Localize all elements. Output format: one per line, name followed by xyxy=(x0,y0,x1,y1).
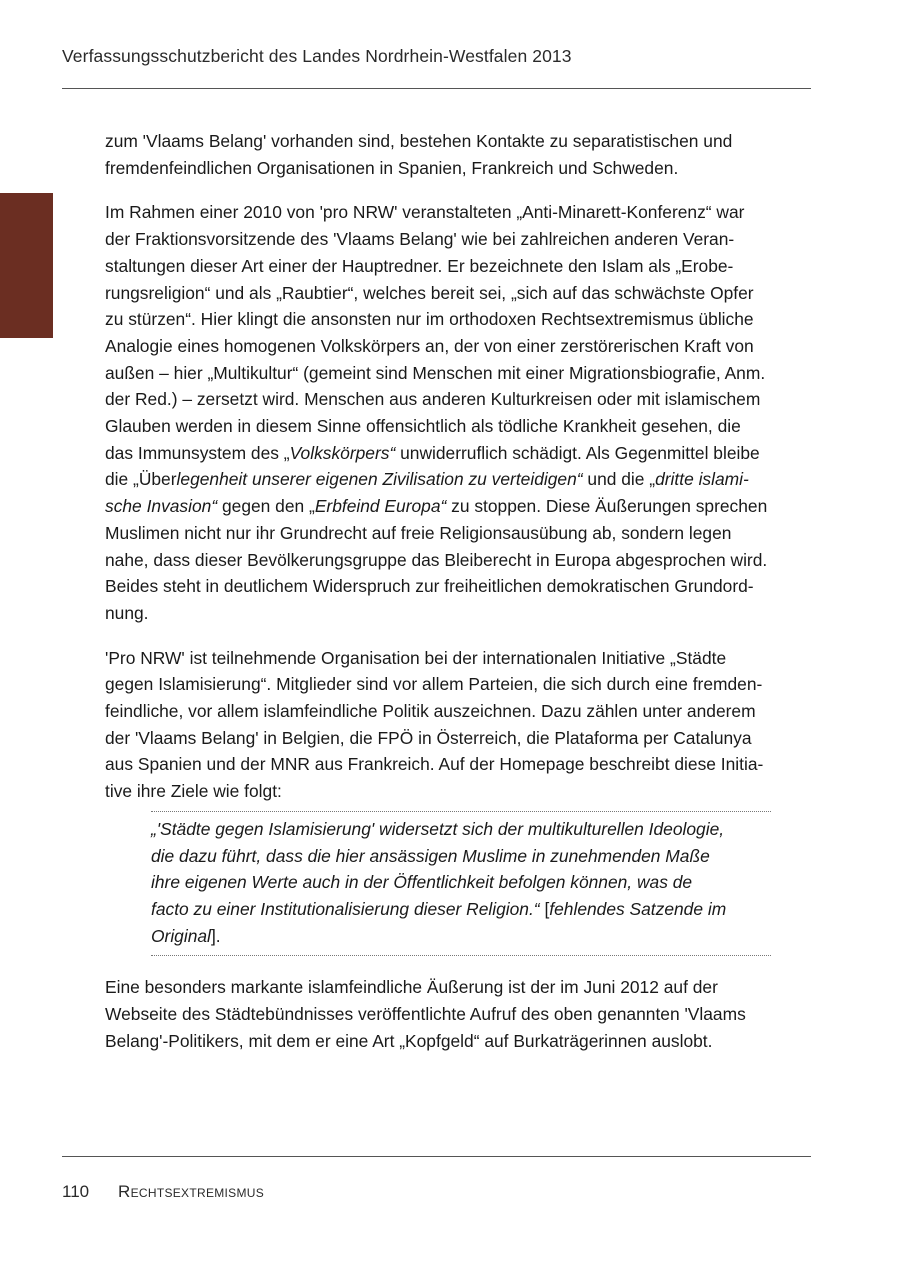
text-run: fehlendes Satzende im xyxy=(549,898,727,919)
text-line: rungsreligion“ und als „Raubtier“, welches bereit sei, „sich auf das schwächste Opfer xyxy=(105,282,754,303)
text-run: gegen den „ xyxy=(217,496,315,517)
text-line: Glauben werden in diesem Sinne offensichtlich als tödliche Krankheit gesehen, die xyxy=(105,416,741,437)
paragraph-3 xyxy=(105,645,813,805)
italic-run: sche Invasion“ xyxy=(105,496,218,517)
italic-run: Erbfeind Europa“ xyxy=(314,496,447,517)
text-line xyxy=(105,440,813,467)
text-line: zu stürzen“. Hier klingt die ansonsten nur im orthodoxen Rechtsextremismus übliche xyxy=(105,309,754,330)
text-run: [ xyxy=(539,898,550,919)
text-line: außen – hier „Multikultur“ (gemeint sind Menschen mit einer Migrationsbiografie, Anm. xyxy=(105,362,766,383)
quote-line xyxy=(151,923,771,950)
paragraph-4 xyxy=(105,974,813,1054)
text-line: der 'Vlaams Belang' in Belgien, die FPÖ in Österreich, die Plataforma per Catalunya xyxy=(105,727,752,748)
body-text xyxy=(105,128,813,1073)
footer-section-title: Rechtsextremismus xyxy=(118,1182,265,1201)
footer-rule xyxy=(62,1156,811,1157)
italic-run: dritte islami- xyxy=(655,469,749,490)
text-line: fremdenfeindlichen Organisationen in Spanien, Frankreich und Schweden. xyxy=(105,157,679,178)
text-line: der Red.) – zersetzt wird. Menschen aus anderen Kulturkreisen oder mit islamischem xyxy=(105,389,761,410)
text-line: der Fraktionsvorsitzende des 'Vlaams Belang' wie bei zahlreichen anderen Veran- xyxy=(105,229,735,250)
paragraph-2 xyxy=(105,199,813,626)
text-line: nahe, dass dieser Bevölkerungsgruppe das Bleiberecht in Europa abgesprochen wird. xyxy=(105,549,768,570)
text-run: zu stoppen. Diese Äußerungen sprechen xyxy=(446,496,768,517)
header-rule xyxy=(62,88,811,89)
text-line: aus Spanien und der MNR aus Frankreich. Auf der Homepage beschreibt diese Initia- xyxy=(105,754,764,775)
text-line: tive ihre Ziele wie folgt: xyxy=(105,781,282,802)
text-line: Belang'-Politikers, mit dem er eine Art „Kopfgeld“ auf Burkaträgerinnen auslobt. xyxy=(105,1030,713,1051)
text-run: und die „ xyxy=(582,469,656,490)
italic-run: Volkskörpers“ xyxy=(289,442,396,463)
text-line xyxy=(105,493,813,520)
text-line xyxy=(105,466,813,493)
text-run: Original xyxy=(151,925,211,946)
text-run: facto zu einer Institutionalisierung dieser Religion.“ xyxy=(151,898,540,919)
paragraph-1 xyxy=(105,128,813,181)
text-line: zum 'Vlaams Belang' vorhanden sind, bestehen Kontakte zu separatistischen und xyxy=(105,131,733,151)
text-run: das Immunsystem des „ xyxy=(105,442,290,463)
page-number: 110 xyxy=(62,1182,90,1201)
text-line: Webseite des Städtebündnisses veröffentlichte Aufruf des oben genannten 'Vlaams xyxy=(105,1004,746,1025)
text-line: gegen Islamisierung“. Mitglieder sind vor allem Parteien, die sich durch eine fremden- xyxy=(105,674,763,695)
text-line: Im Rahmen einer 2010 von 'pro NRW' veranstalteten „Anti-Minarett-Konferenz“ war xyxy=(105,202,745,223)
text-run: ]. xyxy=(210,925,221,946)
page-header-title: Verfassungsschutzbericht des Landes Nordrhein-Westfalen 2013 xyxy=(62,46,572,66)
text-line: Beides steht in deutlichem Widerspruch zur freiheitlichen demokratischen Grundord- xyxy=(105,576,754,597)
block-quote xyxy=(151,811,771,957)
text-line: Muslimen nicht nur ihr Grundrecht auf freie Religionsausübung ab, sondern legen xyxy=(105,522,732,543)
text-run: unwiderruflich schädigt. Als Gegenmittel bleibe xyxy=(395,442,760,463)
text-line: 'Pro NRW' ist teilnehmende Organisation bei der internationalen Initiative „Städte xyxy=(105,647,727,668)
quote-line xyxy=(151,896,771,923)
quote-line: ihre eigenen Werte auch in der Öffentlichkeit befolgen können, was de xyxy=(151,872,693,893)
italic-run: legenheit unserer eigenen Zivilisation zu verteidigen“ xyxy=(176,469,583,490)
text-line: nung. xyxy=(105,602,149,623)
quote-line: die dazu führt, dass die hier ansässigen Muslime in zunehmenden Maße xyxy=(151,845,710,866)
chapter-side-tab xyxy=(0,193,53,338)
text-line: feindliche, vor allem islamfeindliche Politik auszeichnen. Dazu zählen unter anderem xyxy=(105,701,756,722)
text-line: staltungen dieser Art einer der Hauptredner. Er bezeichnete den Islam als „Erobe- xyxy=(105,255,734,276)
quote-line: „'Städte gegen Islamisierung' widersetzt sich der multikulturellen Ideologie, xyxy=(151,818,725,839)
text-run: die „Über xyxy=(105,469,177,490)
text-line: Eine besonders markante islamfeindliche Äußerung ist der im Juni 2012 auf der xyxy=(105,977,718,998)
text-line: Analogie eines homogenen Volkskörpers an, der von einer zerstörerischen Kraft von xyxy=(105,335,754,356)
